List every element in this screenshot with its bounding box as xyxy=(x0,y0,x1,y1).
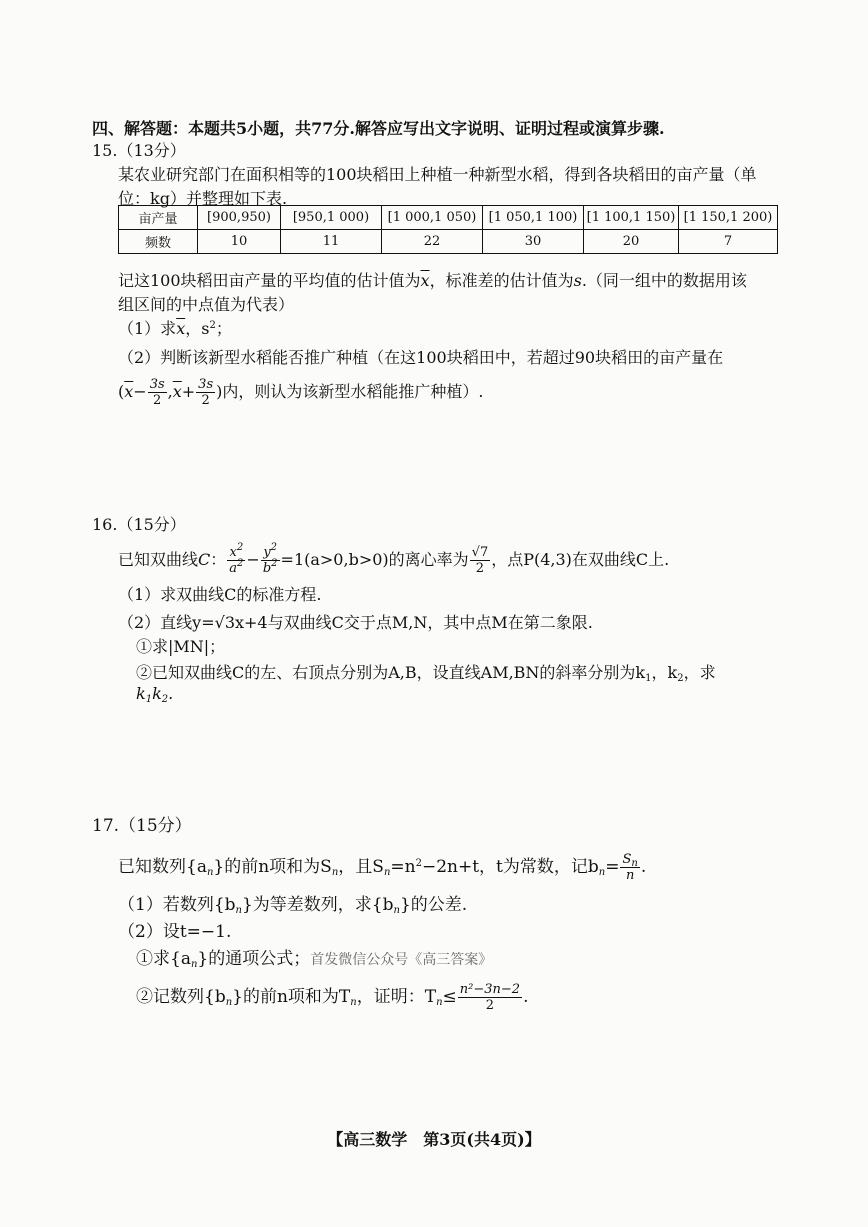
table-row-label: 频数 xyxy=(119,230,198,254)
table-count: 7 xyxy=(679,230,778,254)
q15-part2: （2）判断该新型水稻能否推广种植（在这100块稻田中，若超过90块稻田的亩产量在 xyxy=(118,348,724,367)
q15-intro-line2: 位：kg）并整理如下表. xyxy=(118,189,288,208)
table-count: 11 xyxy=(281,230,382,254)
q16-part1: （1）求双曲线C的标准方程. xyxy=(118,585,322,604)
q17-number: 17.（15分） xyxy=(92,816,192,836)
table-count: 22 xyxy=(382,230,483,254)
table-header-label: 亩产量 xyxy=(119,206,198,230)
table-row xyxy=(119,206,778,230)
q17-sub1: ①求$\{a_n\}$的通项公式；首发微信公众号《高三答案》 xyxy=(136,949,493,970)
fraction: $\frac{x^2}{a^2}$ xyxy=(229,542,244,576)
table-interval: [900,950) xyxy=(198,206,281,230)
table-count: 30 xyxy=(483,230,584,254)
q15-part1: （1）求$\overline{x}$，$s^2$； xyxy=(118,319,232,338)
table-interval: [1 050,1 100) xyxy=(483,206,584,230)
table-row xyxy=(119,230,778,254)
fraction: $\frac{√7}{2}$ xyxy=(471,545,489,576)
q16-sub2-cont: $k_1k_2$. xyxy=(136,684,174,705)
section-header: 四、解答题：本题共5小题，共77分.解答应写出文字说明、证明过程或演算步骤. xyxy=(92,119,665,138)
q17-line1: 已知数列$\{a_n\}$的前n项和为$S_n$，且$S_n=n^2-2n+t$，t为常数，记$b_n=$ $\frac{S_n}{n}$ . xyxy=(118,852,647,883)
q15-note-line2: 组区间的中点值为代表） xyxy=(118,295,295,314)
table-interval: [1 100,1 150) xyxy=(584,206,679,230)
watermark-text: 首发微信公众号《高三答案》 xyxy=(310,952,493,968)
q17-sub2: ②记数列$\{b_n\}$的前n项和为$T_n$，证明：$T_n\le$ $\frac{\text{n²−3n−2}}{2}$ . xyxy=(136,982,529,1013)
q16-number: 16.（15分） xyxy=(92,515,186,534)
q16-sub1: ①求|MN|； xyxy=(136,637,226,656)
fraction: $\frac{3s}{2}$ xyxy=(149,377,165,408)
q16-part2: （2）直线y=√3x+4与双曲线C交于点M,N，其中点M在第二象限. xyxy=(118,613,593,632)
page-footer: 【高三数学 第3页(共4页)】 xyxy=(327,1130,541,1149)
q17-part2: （2）设t=−1. xyxy=(118,922,232,942)
table-interval: [1 150,1 200) xyxy=(679,206,778,230)
table-interval: [1 000,1 050) xyxy=(382,206,483,230)
fraction: $\frac{y^2}{b^2}$ xyxy=(262,542,278,576)
q17-part1: （1）若数列$\{b_n\}$为等差数列，求$\{b_n\}$的公差. xyxy=(118,895,468,916)
table-count: 20 xyxy=(584,230,679,254)
q15-intro-line1: 某农业研究部门在面积相等的100块稻田上种植一种新型水稻，得到各块稻田的亩产量（单 xyxy=(118,165,757,184)
frequency-table xyxy=(118,205,778,254)
q15-note-line1: 记这100块稻田亩产量的平均值的估计值为$\overline{x}$，标准差的估计值为s.（同一组中的数据用该 xyxy=(118,271,747,290)
table-count: 10 xyxy=(198,230,281,254)
q15-part2-interval: ($\overline{x}-$ $\frac{3s}{2}$ $,\overline{x}+$ $\frac{3s}{2}$ )内，则认为该新型水稻能推广种植）. xyxy=(118,377,484,408)
table-interval: [950,1 000) xyxy=(281,206,382,230)
q16-sub2: ②已知双曲线C的左、右顶点分别为A,B，设直线AM,BN的斜率分别为$k_1$，$k_2$，求 xyxy=(136,663,716,684)
fraction: $\frac{S_n}{n}$ xyxy=(622,852,638,883)
q16-line1: 已知双曲线C： $\frac{x^2}{a^2}$ − $\frac{y^2}{b^2}$ =1(a>0,b>0)的离心率为 $\frac{√7}{2}$ ，点P(4,3)在双曲线C上. xyxy=(118,542,670,576)
fraction: $\frac{\text{n²−3n−2}}{2}$ xyxy=(459,982,521,1013)
fraction: $\frac{3s}{2}$ xyxy=(198,377,214,408)
q15-number: 15.（13分） xyxy=(92,141,186,160)
